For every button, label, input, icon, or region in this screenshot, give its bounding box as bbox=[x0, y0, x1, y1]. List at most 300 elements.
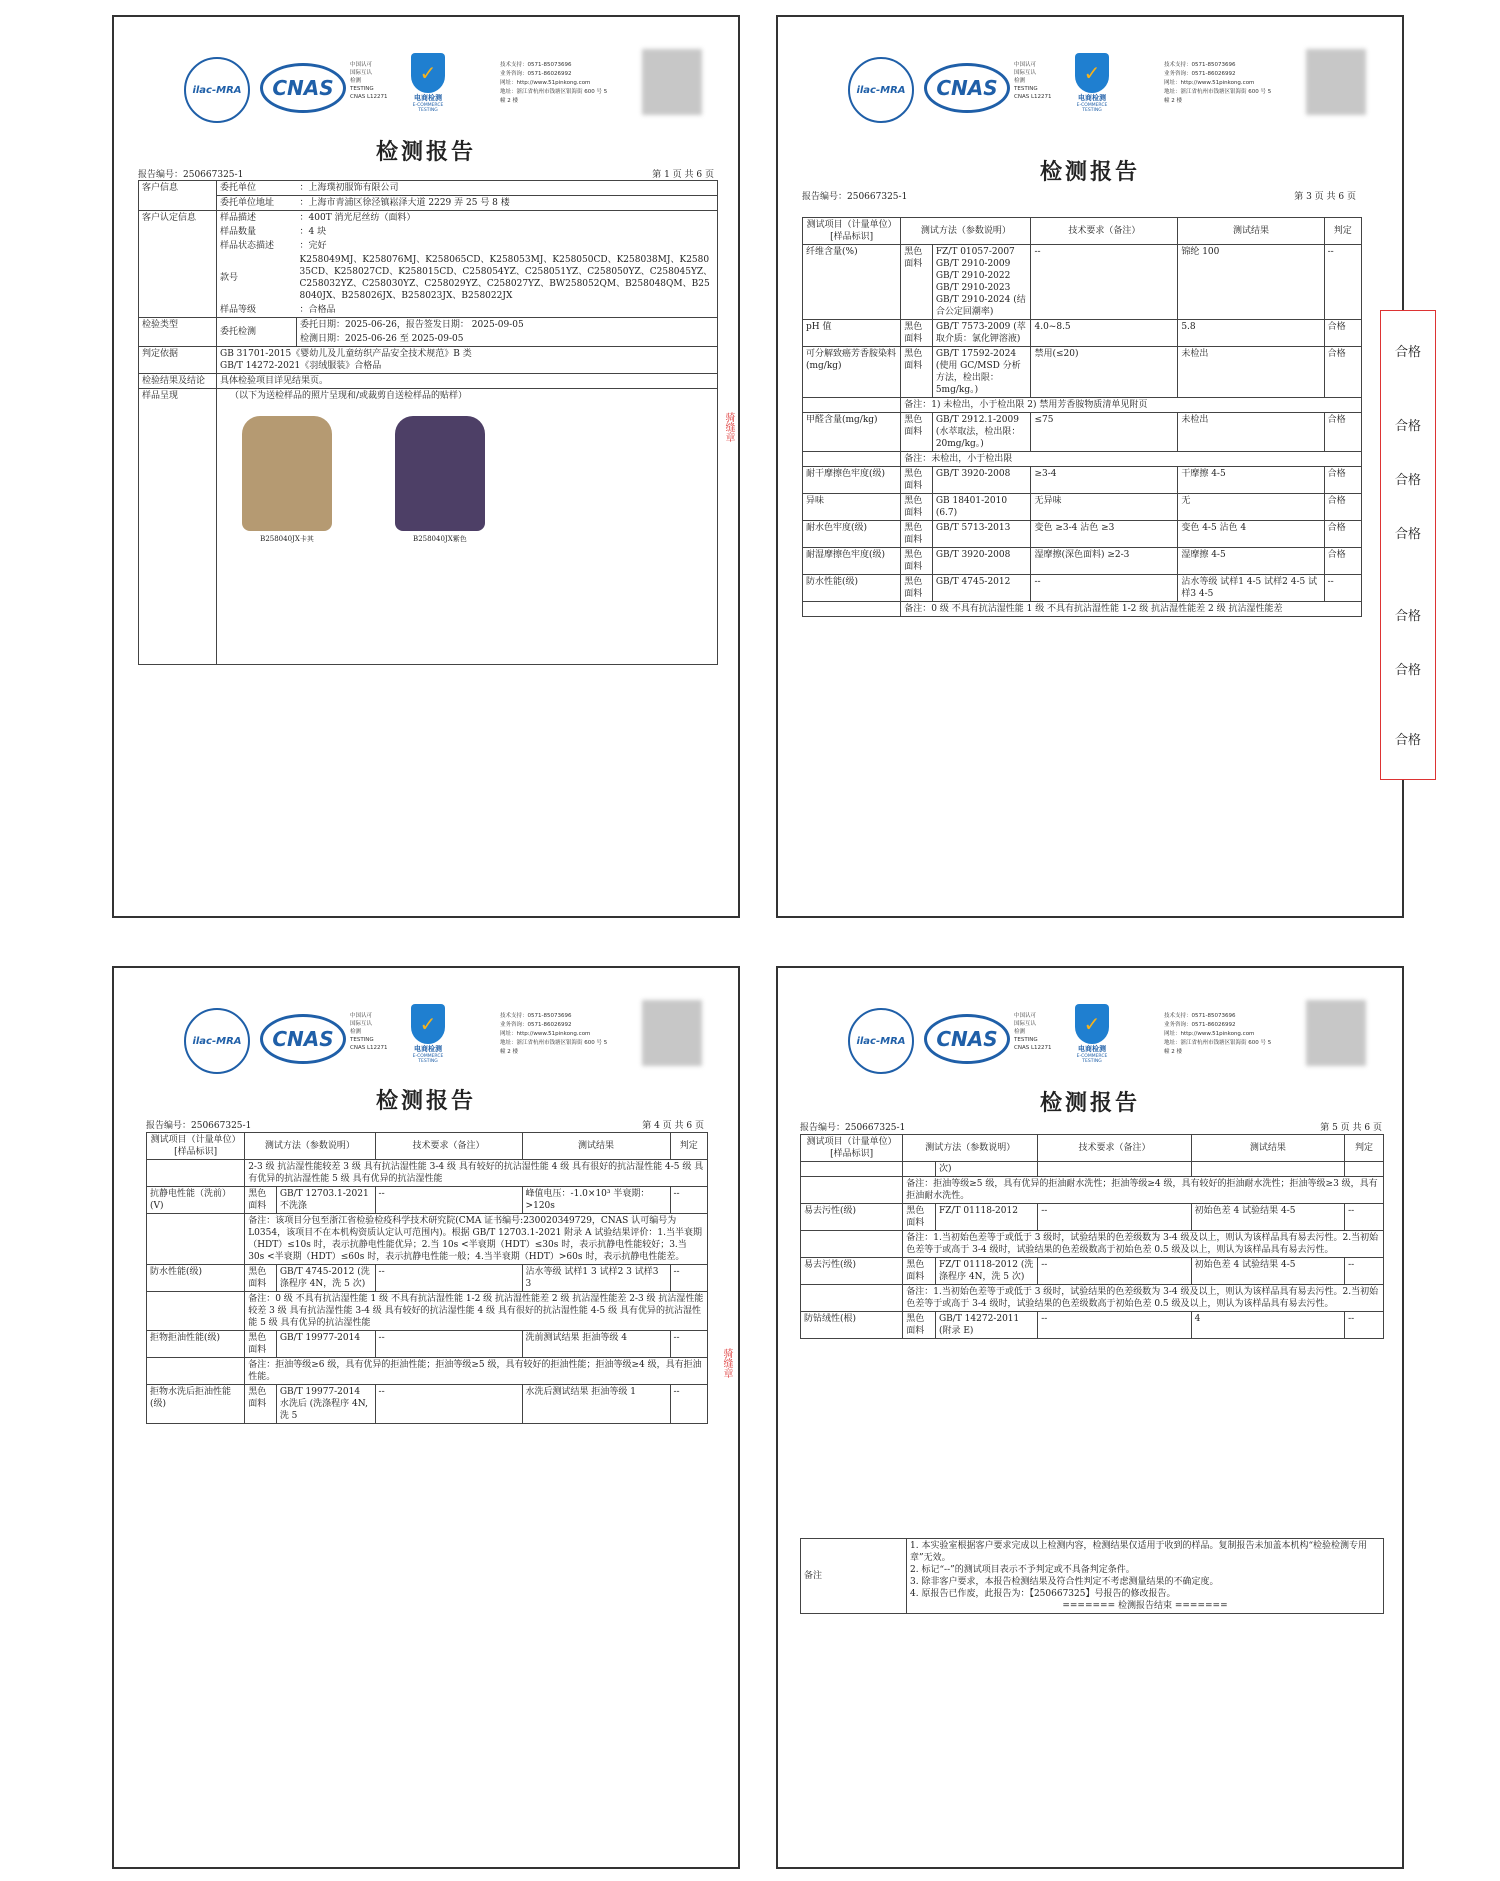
report-page-3 bbox=[776, 15, 1404, 918]
cell-sample: 黑色面料 bbox=[901, 347, 933, 398]
contact-line: 业务咨询：0571-86026992 bbox=[500, 71, 572, 77]
cell-method: GB/T 12703.1-2021 不洗涤 bbox=[276, 1187, 375, 1214]
cell-judge: -- bbox=[1345, 1204, 1384, 1231]
cell-req: 无异味 bbox=[1031, 494, 1178, 521]
note-cell: 备注：0 级 不具有抗沾湿性能 1 级 不具有抗沾湿性能 1-2 级 抗沾湿性能差 2 级 抗沾湿性能差 2-3 级 抗沾湿性能较差 3 级 具有抗沾湿性能 3-4 级 具有较好的抗沾湿性能 4 级 具有很好的抗沾湿性能 4-5 级 具有优异的抗沾湿性能 5 级 具有优异的抗沾湿性能 bbox=[245, 1292, 708, 1331]
cell-sample: 黑色面料 bbox=[901, 413, 933, 452]
verdict-label: 合格 bbox=[1394, 609, 1421, 624]
table-row bbox=[803, 521, 1362, 548]
report-end-line: ======= 检测报告结束 ======= bbox=[1062, 1601, 1228, 1611]
cell-item: 异味 bbox=[803, 494, 901, 521]
column-header: 判定 bbox=[1324, 218, 1361, 245]
report-title: 检测报告 bbox=[375, 1088, 476, 1114]
empty-cell bbox=[803, 398, 901, 413]
table-row bbox=[803, 494, 1362, 521]
cell-result: 峰值电压：-1.0×10³ 半衰期：>120s bbox=[522, 1187, 670, 1214]
report-number: 报告编号：250667325-1 bbox=[802, 192, 908, 202]
row-label: 备注 bbox=[801, 1539, 907, 1614]
basis-line: GB/T 14272-2021《羽绒服装》合格品 bbox=[220, 361, 382, 371]
cell-req: -- bbox=[1038, 1312, 1191, 1339]
ecommerce-testing-logo bbox=[404, 1004, 452, 1064]
row-label: 检验类型 bbox=[139, 318, 217, 347]
results-table bbox=[146, 1132, 708, 1424]
logo-text: 电商检测 bbox=[1078, 94, 1106, 102]
contact-line: 网址：http://www.51pinkong.com bbox=[500, 80, 591, 86]
report-page-5 bbox=[776, 966, 1404, 1869]
check-shield-icon: ✓ bbox=[411, 53, 445, 93]
cell-req: -- bbox=[1031, 245, 1178, 320]
field-value: 检测日期：2025-06-26 至 2025-09-05 bbox=[297, 332, 718, 347]
cell-result: 沾水等级 试样1 4-5 试样2 4-5 试样3 4-5 bbox=[1178, 575, 1324, 602]
remark-line: 1. 本实验室根据客户要求完成以上检测内容，检测结果仅适用于收到的样品。复制报告未加盖本机构“检验检测专用章”无效。 bbox=[910, 1541, 1368, 1563]
contact-line: 幢 2 楼 bbox=[500, 1049, 518, 1055]
ecommerce-testing-logo bbox=[404, 53, 452, 113]
field-value: 委托检测 bbox=[217, 318, 297, 347]
field-value: 4 块 bbox=[308, 227, 327, 237]
cell-sample bbox=[903, 1162, 936, 1177]
report-number: 报告编号：250667325-1 bbox=[146, 1121, 252, 1131]
note-cell: 备注：未检出，小于检出限 bbox=[901, 452, 1362, 467]
page-number: 第 4 页 共 6 页 bbox=[642, 1121, 704, 1131]
empty-cell bbox=[803, 452, 901, 467]
row-label: 检验结果及结论 bbox=[139, 374, 217, 389]
cell-req: 湿摩擦(深色面料) ≥2-3 bbox=[1031, 548, 1178, 575]
report-header bbox=[778, 17, 1402, 137]
contact-line: 幢 2 楼 bbox=[500, 98, 518, 104]
field-value: 400T 消光尼丝纺（面料） bbox=[308, 213, 416, 223]
logo-text: 电商检测 bbox=[414, 94, 442, 102]
report-number: 报告编号：250667325-1 bbox=[138, 170, 244, 180]
cell-judge: 合格 bbox=[1324, 320, 1361, 347]
cert-line: 中国认可 bbox=[1014, 1013, 1037, 1019]
logo-subtext: E-COMMERCE TESTING bbox=[412, 103, 444, 113]
empty-cell bbox=[801, 1177, 903, 1204]
row-label: 客户认定信息 bbox=[139, 211, 217, 318]
cell-method: 次) bbox=[935, 1162, 1037, 1177]
cell-sample: 黑色面料 bbox=[901, 521, 933, 548]
cell-sample: 黑色面料 bbox=[903, 1312, 936, 1339]
verdict-label: 合格 bbox=[1394, 473, 1421, 488]
qr-code bbox=[1306, 1000, 1366, 1066]
page-number: 第 3 页 共 6 页 bbox=[1294, 192, 1356, 202]
report-title: 检测报告 bbox=[375, 139, 476, 165]
cell-sample: 黑色面料 bbox=[245, 1385, 277, 1424]
cell-judge: 合格 bbox=[1324, 347, 1361, 398]
table-header bbox=[801, 1135, 1384, 1162]
field-value: 具体检验项目详见结果页。 bbox=[217, 374, 718, 389]
column-header: 技术要求（备注） bbox=[1031, 218, 1178, 245]
cell-result: 水洗后测试结果 拒油等级 1 bbox=[522, 1385, 670, 1424]
field-key: 款号 bbox=[217, 253, 297, 303]
cell-sample: 黑色面料 bbox=[901, 245, 933, 320]
cell-sample: 黑色面料 bbox=[903, 1258, 936, 1285]
cell-item: 耐湿摩擦色牢度(级) bbox=[803, 548, 901, 575]
column-header: 测试方法（参数说明） bbox=[901, 218, 1031, 245]
table-row bbox=[147, 1385, 708, 1424]
cell-judge bbox=[1345, 1162, 1384, 1177]
table-row bbox=[801, 1312, 1384, 1339]
sample-photo bbox=[385, 416, 495, 551]
empty-cell bbox=[147, 1160, 245, 1187]
contact-info bbox=[1164, 1012, 1304, 1057]
row-label: 样品呈现 bbox=[139, 389, 217, 665]
verdict-label: 合格 bbox=[1394, 733, 1421, 748]
field-key: 委托日期：2025-06-26，报告签发日期： bbox=[300, 320, 469, 330]
empty-cell bbox=[801, 1285, 903, 1312]
table-row bbox=[801, 1258, 1384, 1285]
cell-req: ≥3-4 bbox=[1031, 467, 1178, 494]
cell-result: 初始色差 4 试验结果 4-5 bbox=[1191, 1204, 1344, 1231]
cell-item: 可分解致癌芳香胺染料(mg/kg) bbox=[803, 347, 901, 398]
empty-cell bbox=[801, 1231, 903, 1258]
cell-result: 沾水等级 试样1 3 试样2 3 试样3 3 bbox=[522, 1265, 670, 1292]
cell-judge: 合格 bbox=[1324, 494, 1361, 521]
note-cell: 备注：0 级 不具有抗沾湿性能 1 级 不具有抗沾湿性能 1-2 级 抗沾湿性能差 2 级 抗沾湿性能差 bbox=[901, 602, 1362, 617]
ilac-mra-logo: ilac-MRA bbox=[848, 57, 914, 123]
contact-info bbox=[1164, 61, 1304, 106]
verdict-label: 合格 bbox=[1394, 419, 1421, 434]
contact-line: 幢 2 楼 bbox=[1164, 98, 1182, 104]
qr-code bbox=[642, 1000, 702, 1066]
results-table bbox=[802, 217, 1362, 617]
check-shield-icon: ✓ bbox=[1075, 53, 1109, 93]
cell-judge: -- bbox=[1345, 1312, 1384, 1339]
cell-judge: 合格 bbox=[1324, 467, 1361, 494]
cert-line: 检测 bbox=[350, 78, 362, 84]
cert-info bbox=[1014, 61, 1052, 101]
cell-judge: -- bbox=[670, 1331, 708, 1358]
table-row bbox=[801, 1162, 1384, 1177]
cell-sample: 黑色面料 bbox=[901, 467, 933, 494]
cell-req: 4.0~8.5 bbox=[1031, 320, 1178, 347]
cell-req: 禁用(≤20) bbox=[1031, 347, 1178, 398]
table-row bbox=[803, 320, 1362, 347]
empty-cell bbox=[147, 1292, 245, 1331]
cert-info bbox=[350, 1012, 388, 1052]
cell-sample: 黑色面料 bbox=[245, 1331, 277, 1358]
cell-item: 拒物水洗后拒油性能(级) bbox=[147, 1385, 245, 1424]
field-value: 上海璞初服饰有限公司 bbox=[308, 183, 399, 193]
cell-result: 无 bbox=[1178, 494, 1324, 521]
logo-subtext: E-COMMERCE TESTING bbox=[1076, 103, 1108, 113]
column-header: 判定 bbox=[1345, 1135, 1384, 1162]
cell-method: GB/T 4745-2012 (洗涤程序 4N，洗 5 次) bbox=[276, 1265, 375, 1292]
field-key: 样品描述 bbox=[217, 211, 297, 226]
cell-req: 变色 ≥3-4 沾色 ≥3 bbox=[1031, 521, 1178, 548]
cert-line: 中国认可 bbox=[350, 62, 373, 68]
note-cell: 2-3 级 抗沾湿性能较差 3 级 具有抗沾湿性能 3-4 级 具有较好的抗沾湿性能 4 级 具有很好的抗沾湿性能 4-5 级 具有优异的抗沾湿性能 5 级 具有优异的抗沾湿性能 bbox=[245, 1160, 708, 1187]
cert-line: 国际互认 bbox=[1014, 70, 1037, 76]
contact-line: 网址：http://www.51pinkong.com bbox=[1164, 80, 1255, 86]
cell-req: -- bbox=[375, 1265, 522, 1292]
table-row bbox=[803, 398, 1362, 413]
cert-line: TESTING bbox=[1014, 86, 1038, 92]
report-header bbox=[778, 968, 1402, 1088]
report-page-1 bbox=[112, 15, 740, 918]
contact-line: 技术支持：0571-85073696 bbox=[500, 62, 572, 68]
cell-method: GB/T 17592-2024 (使用 GC/MSD 分析方法，检出限：5mg/kg。) bbox=[932, 347, 1031, 398]
cell-method: GB/T 19977-2014 bbox=[276, 1331, 375, 1358]
results-table bbox=[800, 1134, 1384, 1339]
check-shield-icon: ✓ bbox=[411, 1004, 445, 1044]
seam-stamp: 骑缝章 bbox=[721, 1348, 732, 1378]
verdict-label: 合格 bbox=[1394, 345, 1421, 360]
remarks-table bbox=[800, 1538, 1384, 1614]
column-header: 测试方法（参数说明） bbox=[903, 1135, 1038, 1162]
table-row bbox=[147, 1292, 708, 1331]
cell-method: GB/T 3920-2008 bbox=[932, 467, 1031, 494]
cell-item: 纤维含量(%) bbox=[803, 245, 901, 320]
row-label: 判定依据 bbox=[139, 347, 217, 374]
cell-item: 防钻绒性(根) bbox=[801, 1312, 903, 1339]
cert-line: CNAS L12271 bbox=[350, 94, 388, 100]
cell-sample: 黑色面料 bbox=[245, 1187, 277, 1214]
cert-line: CNAS L12271 bbox=[350, 1045, 388, 1051]
page-number: 第 1 页 共 6 页 bbox=[652, 170, 714, 180]
cell-method: GB/T 5713-2013 bbox=[932, 521, 1031, 548]
cell-item: 易去污性(级) bbox=[801, 1258, 903, 1285]
table-header bbox=[147, 1133, 708, 1160]
page-number: 第 5 页 共 6 页 bbox=[1320, 1123, 1382, 1133]
khaki-vest-image bbox=[242, 416, 332, 531]
cell-req: -- bbox=[1038, 1204, 1191, 1231]
cell-item: 甲醛含量(mg/kg) bbox=[803, 413, 901, 452]
ecommerce-testing-logo bbox=[1068, 1004, 1116, 1064]
contact-line: 网址：http://www.51pinkong.com bbox=[500, 1031, 591, 1037]
cell-req: -- bbox=[375, 1331, 522, 1358]
field-key: 委托单位 bbox=[217, 181, 297, 196]
cert-line: CNAS L12271 bbox=[1014, 94, 1052, 100]
logo-text: 电商检测 bbox=[414, 1045, 442, 1053]
contact-info bbox=[500, 61, 640, 106]
contact-line: 地址：浙江省杭州市钱塘区银海街 600 号 5 bbox=[500, 89, 608, 95]
cell-judge: 合格 bbox=[1324, 521, 1361, 548]
report-title: 检测报告 bbox=[1039, 159, 1140, 185]
field-value: （以下为送检样品的照片呈现和/或裁剪自送检样品的贴样） bbox=[230, 391, 468, 401]
table-header bbox=[803, 218, 1362, 245]
report-number: 报告编号：250667325-1 bbox=[800, 1123, 906, 1133]
table-row bbox=[803, 575, 1362, 602]
cell-method: GB/T 19977-2014 水洗后 (洗涤程序 4N,洗 5 bbox=[276, 1385, 375, 1424]
cell-result: 4 bbox=[1191, 1312, 1344, 1339]
cell-method: GB/T 14272-2011 (附录 E) bbox=[935, 1312, 1037, 1339]
cell-req: ≤75 bbox=[1031, 413, 1178, 452]
note-cell: 备注：1.当初始色差等于或低于 3 级时，试验结果的色差级数为 3-4 级及以上，则认为该样品具有易去污性。2.当初始色差等于或高于 3-4 级时，试验结果的色差级数高于初始色差 0.5 级及以上，则认为该样品具有易去污性。 bbox=[903, 1231, 1384, 1258]
cell-result bbox=[1191, 1162, 1344, 1177]
cell-req bbox=[1038, 1162, 1191, 1177]
cell-judge: -- bbox=[1324, 575, 1361, 602]
note-cell: 备注：拒油等级≥6 级，具有优异的拒油性能；拒油等级≥5 级，具有较好的拒油性能；拒油等级≥4 级，具有拒油性能。 bbox=[245, 1358, 708, 1385]
cert-line: 中国认可 bbox=[350, 1013, 373, 1019]
contact-line: 技术支持：0571-85073696 bbox=[500, 1013, 572, 1019]
table-row bbox=[803, 347, 1362, 398]
contact-line: 业务咨询：0571-86026992 bbox=[1164, 1022, 1236, 1028]
cell-item bbox=[801, 1162, 903, 1177]
cell-sample: 黑色面料 bbox=[901, 548, 933, 575]
cell-judge: -- bbox=[670, 1265, 708, 1292]
check-shield-icon: ✓ bbox=[1075, 1004, 1109, 1044]
field-key: 样品等级 bbox=[217, 303, 297, 318]
table-row bbox=[801, 1204, 1384, 1231]
table-row bbox=[803, 467, 1362, 494]
cell-item: 易去污性(级) bbox=[801, 1204, 903, 1231]
table-row bbox=[801, 1177, 1384, 1204]
cell-item: 抗静电性能（洗前）(V) bbox=[147, 1187, 245, 1214]
report-header bbox=[114, 968, 738, 1088]
verdict-label: 合格 bbox=[1394, 527, 1421, 542]
table-row bbox=[801, 1231, 1384, 1258]
info-table: 客户信息 委托单位 ：上海璞初服饰有限公司 委托单位地址 ：上海市青浦区徐泾镇崧泽大道 2229 弄 25 号 8 楼 客户认定信息 样品描述 ：400T 消光尼丝纺（面料） 样品数量 ：4 块 样品状态描述 ：完好 款号 K258049MJ、K258076MJ、K258065CD、K258053MJ、K258050CD、K258038MJ、K258035CD、K258027CD、K258015CD、C258054YZ、C258051YZ、C258050YZ、C258045YZ、C258032YZ、C258030YZ、C258029YZ、C258027YZ、BW258052QM、B258048QM、B258040JX、B258026JX、B258023JX、B258022JX 样品等级 ：合格品 检验类型 委托检测 委托日期：2025-06-26，报告签发日期： 2025-09-05 检测日期：2025-06-26 至 2025-09-05 判定依据 GB 31701-2015《婴幼儿及儿童纺织产品安全技术规范》B 类 GB/T 14272-2021《羽绒服装》合格品 检验结果及结论 具体检验项目详见结果页。 样品呈现 （以下为送检样品的照片呈现和/或裁剪自送检样品的贴样） B258040JX卡其 B258040JX紫色 bbox=[138, 180, 718, 665]
cell-sample: 黑色面料 bbox=[903, 1204, 936, 1231]
report-header bbox=[114, 17, 738, 137]
cell-result: 干摩擦 4-5 bbox=[1178, 467, 1324, 494]
cell-method: GB/T 7573-2009 (萃取介质：氯化钾溶液) bbox=[932, 320, 1031, 347]
table-row bbox=[803, 245, 1362, 320]
field-value: 完好 bbox=[308, 241, 327, 251]
table-row bbox=[803, 452, 1362, 467]
contact-info bbox=[500, 1012, 640, 1057]
ilac-mra-logo: ilac-MRA bbox=[184, 1008, 250, 1074]
contact-line: 技术支持：0571-85073696 bbox=[1164, 62, 1236, 68]
cell-item: 耐干摩擦色牢度(级) bbox=[803, 467, 901, 494]
field-value: 上海市青浦区徐泾镇崧泽大道 2229 弄 25 号 8 楼 bbox=[308, 198, 510, 208]
empty-cell bbox=[803, 602, 901, 617]
cert-line: TESTING bbox=[350, 86, 374, 92]
cell-method: GB/T 3920-2008 bbox=[932, 548, 1031, 575]
report-page-4 bbox=[112, 966, 740, 1869]
column-header: 技术要求（备注） bbox=[375, 1133, 522, 1160]
contact-line: 网址：http://www.51pinkong.com bbox=[1164, 1031, 1255, 1037]
cell-sample: 黑色面料 bbox=[901, 320, 933, 347]
cell-method: GB/T 4745-2012 bbox=[932, 575, 1031, 602]
sample-photo bbox=[232, 416, 342, 551]
table-row bbox=[801, 1285, 1384, 1312]
cell-req: -- bbox=[1031, 575, 1178, 602]
column-header: 测试项目（计量单位）[样品标识] bbox=[147, 1133, 245, 1160]
cert-line: 中国认可 bbox=[1014, 62, 1037, 68]
cert-line: TESTING bbox=[350, 1037, 374, 1043]
cell-judge: -- bbox=[670, 1385, 708, 1424]
cell-result: 湿摩擦 4-5 bbox=[1178, 548, 1324, 575]
cell-item: 防水性能(级) bbox=[147, 1265, 245, 1292]
ilac-mra-logo: ilac-MRA bbox=[848, 1008, 914, 1074]
cell-result: 洗前测试结果 拒油等级 4 bbox=[522, 1331, 670, 1358]
cell-result: 未检出 bbox=[1178, 413, 1324, 452]
cell-method: FZ/T 01118-2012 (洗涤程序 4N，洗 5 次) bbox=[935, 1258, 1037, 1285]
cnas-logo: CNAS bbox=[260, 63, 346, 113]
contact-line: 技术支持：0571-85073696 bbox=[1164, 1013, 1236, 1019]
seam-stamp: 骑缝章 bbox=[723, 412, 734, 442]
table-row bbox=[803, 548, 1362, 575]
cert-line: 检测 bbox=[350, 1029, 362, 1035]
row-label: 客户信息 bbox=[139, 181, 217, 211]
cert-line: TESTING bbox=[1014, 1037, 1038, 1043]
cnas-logo: CNAS bbox=[260, 1014, 346, 1064]
column-header: 测试方法（参数说明） bbox=[245, 1133, 375, 1160]
cell-item: 拒物拒油性能(级) bbox=[147, 1331, 245, 1358]
cell-method: FZ/T 01057-2007 GB/T 2910-2009 GB/T 2910-2022 GB/T 2910-2023 GB/T 2910-2024 (结合公定回潮率) bbox=[932, 245, 1031, 320]
note-cell: 备注：该项目分包至浙江省检验检疫科学技术研究院(CMA 证书编号:230020349729，CNAS 认可编号为 L0354，该项目不在本机构资质认定认可范围内)。根据 GB/T 12703.1-2021 附录 A 试验结果评价：1.当半衰期（HDT）≤10s 时，表示抗静电性能优异；2.当 10s <半衰期（HDT）≤30s 时，表示抗静电性能较好；3.当 30s <半衰期（HDT）≤60s 时，表示抗静电性能一般；4.当半衰期（HDT）>60s 时，表示抗静电性能差。 bbox=[245, 1214, 708, 1265]
cert-line: 国际互认 bbox=[1014, 1021, 1037, 1027]
cell-result: 锦纶 100 bbox=[1178, 245, 1324, 320]
table-row bbox=[147, 1160, 708, 1187]
verdict-sidebar bbox=[1380, 310, 1436, 780]
cell-judge: -- bbox=[1324, 245, 1361, 320]
field-value: 合格品 bbox=[308, 305, 336, 315]
contact-line: 地址：浙江省杭州市钱塘区银海街 600 号 5 bbox=[500, 1040, 608, 1046]
contact-line: 地址：浙江省杭州市钱塘区银海街 600 号 5 bbox=[1164, 1040, 1272, 1046]
cert-line: 国际互认 bbox=[350, 70, 373, 76]
contact-line: 幢 2 楼 bbox=[1164, 1049, 1182, 1055]
cell-item: 耐水色牢度(级) bbox=[803, 521, 901, 548]
table-row bbox=[803, 413, 1362, 452]
contact-line: 地址：浙江省杭州市钱塘区银海街 600 号 5 bbox=[1164, 89, 1272, 95]
cell-judge: -- bbox=[1345, 1258, 1384, 1285]
cell-judge: 合格 bbox=[1324, 548, 1361, 575]
cell-method: GB 18401-2010 (6.7) bbox=[932, 494, 1031, 521]
empty-cell bbox=[147, 1214, 245, 1265]
cell-sample: 黑色面料 bbox=[245, 1265, 277, 1292]
cnas-logo: CNAS bbox=[924, 63, 1010, 113]
cert-info bbox=[1014, 1012, 1052, 1052]
table-row bbox=[147, 1214, 708, 1265]
table-row bbox=[147, 1358, 708, 1385]
contact-line: 业务咨询：0571-86026992 bbox=[1164, 71, 1236, 77]
table-row bbox=[147, 1331, 708, 1358]
purple-vest-image bbox=[395, 416, 485, 531]
field-key: 委托单位地址 bbox=[217, 196, 297, 211]
ilac-mra-logo: ilac-MRA bbox=[184, 57, 250, 123]
table-row bbox=[147, 1187, 708, 1214]
cnas-logo: CNAS bbox=[924, 1014, 1010, 1064]
cell-judge: 合格 bbox=[1324, 413, 1361, 452]
column-header: 技术要求（备注） bbox=[1038, 1135, 1191, 1162]
sample-photos bbox=[220, 416, 714, 551]
cell-req: -- bbox=[375, 1385, 522, 1424]
report-title: 检测报告 bbox=[1039, 1090, 1140, 1116]
cert-line: 检测 bbox=[1014, 78, 1026, 84]
cert-info bbox=[350, 61, 388, 101]
table-row bbox=[803, 602, 1362, 617]
remark-line: 2. 标记“--”的测试项目表示不予判定或不具备判定条件。 bbox=[910, 1565, 1135, 1575]
cell-result: 初始色差 4 试验结果 4-5 bbox=[1191, 1258, 1344, 1285]
qr-code bbox=[1306, 49, 1366, 115]
column-header: 判定 bbox=[670, 1133, 708, 1160]
remark-line: 4. 原报告已作废，此报告为：【250667325】号报告的修改报告。 bbox=[910, 1589, 1176, 1599]
note-cell: 备注：拒油等级≥5 级，具有优异的拒油耐水洗性；拒油等级≥4 级，具有较好的拒油耐水洗性；拒油等级≥3 级，具有拒油耐水洗性。 bbox=[903, 1177, 1384, 1204]
logo-text: 电商检测 bbox=[1078, 1045, 1106, 1053]
column-header: 测试项目（计量单位）[样品标识] bbox=[801, 1135, 903, 1162]
empty-cell bbox=[147, 1358, 245, 1385]
cell-req: -- bbox=[375, 1187, 522, 1214]
cell-result: 未检出 bbox=[1178, 347, 1324, 398]
cell-method: FZ/T 01118-2012 bbox=[935, 1204, 1037, 1231]
cell-item: pH 值 bbox=[803, 320, 901, 347]
qr-code bbox=[642, 49, 702, 115]
cell-req: -- bbox=[1038, 1258, 1191, 1285]
column-header: 测试项目（计量单位）[样品标识] bbox=[803, 218, 901, 245]
logo-subtext: E-COMMERCE TESTING bbox=[412, 1054, 444, 1064]
field-value: K258049MJ、K258076MJ、K258065CD、K258053MJ、K258050CD、K258038MJ、K258035CD、K258027CD、K258015CD、C258054YZ、C258051YZ、C258050YZ、C258045YZ、C258032YZ、C258030YZ、C258029YZ、C258027YZ、BW258052QM、B258048QM、B258040JX、B258026JX、B258023JX、B258022JX bbox=[297, 253, 718, 303]
cell-method: GB/T 2912.1-2009 (水萃取法，检出限：20mg/kg。) bbox=[932, 413, 1031, 452]
field-key: 样品数量 bbox=[217, 225, 297, 239]
note-cell: 备注：1.当初始色差等于或低于 3 级时，试验结果的色差级数为 3-4 级及以上，则认为该样品具有易去污性。2.当初始色差等于或高于 3-4 级时，试验结果的色差级数高于初始色差 0.5 级及以上，则认为该样品具有易去污性。 bbox=[903, 1285, 1384, 1312]
cell-result: 变色 4-5 沾色 4 bbox=[1178, 521, 1324, 548]
contact-line: 业务咨询：0571-86026992 bbox=[500, 1022, 572, 1028]
verdict-label: 合格 bbox=[1394, 663, 1421, 678]
cell-result: 5.8 bbox=[1178, 320, 1324, 347]
note-cell: 备注：1) 未检出，小于检出限 2) 禁用芳香胺物质清单见附页 bbox=[901, 398, 1362, 413]
